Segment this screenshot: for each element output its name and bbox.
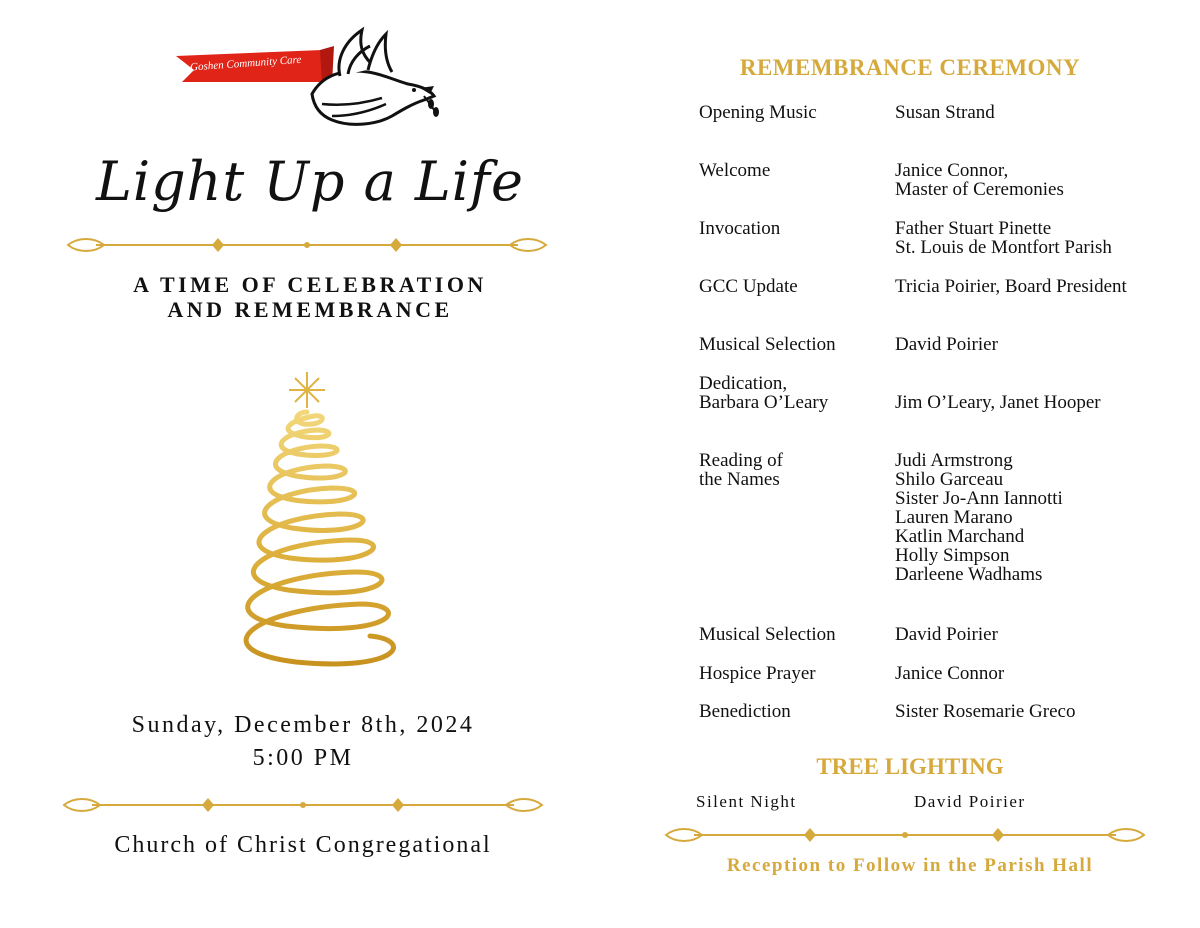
ornament-divider: [66, 235, 548, 255]
label-line: the Names: [699, 469, 780, 490]
program-item-label: [699, 374, 889, 412]
program-item-value: [895, 702, 1175, 721]
program-item-value: [895, 393, 1175, 412]
value-line: Jim O’Leary, Janet Hooper: [895, 392, 1101, 413]
value-line: Holly Simpson: [895, 545, 1010, 566]
label-line: Welcome: [699, 160, 771, 181]
program-item-value: [895, 625, 1175, 644]
ornament-divider: [664, 825, 1146, 845]
ceremony-title: REMEMBRANCE CEREMONY: [739, 55, 1081, 80]
value-line: Lauren Marano: [895, 507, 1013, 528]
program-item-label: [699, 702, 889, 721]
program-item-value: [895, 161, 1175, 199]
program-item-label: [699, 625, 889, 644]
value-line: Susan Strand: [895, 102, 995, 123]
value-line: Master of Ceremonies: [895, 179, 1064, 200]
value-line: Father Stuart Pinette: [895, 218, 1052, 239]
value-line: Shilo Garceau: [895, 469, 1004, 490]
tree-lighting-title: TREE LIGHTING: [816, 754, 1004, 779]
value-line: Janice Connor,: [895, 160, 1009, 181]
program-item-label: [699, 335, 889, 354]
tree-lighting-performer: David Poirier: [914, 792, 1026, 811]
subtitle-line2: AND REMEMBRANCE: [167, 297, 453, 322]
value-line: Tricia Poirier, Board President: [895, 276, 1127, 297]
label-line: GCC Update: [699, 276, 798, 297]
value-line: Sister Jo-Ann Iannotti: [895, 488, 1063, 509]
value-line: Sister Rosemarie Greco: [895, 701, 1076, 722]
label-line: Opening Music: [699, 102, 817, 123]
reception-note: Reception to Follow in the Parish Hall: [726, 855, 1094, 876]
value-line: St. Louis de Montfort Parish: [895, 237, 1112, 258]
program-item-value: [895, 103, 1175, 122]
tree-lighting-song: Silent Night: [696, 792, 797, 811]
program-item-label: [699, 219, 889, 238]
program-item-value: [895, 219, 1175, 257]
label-line: Musical Selection: [699, 334, 836, 355]
program-item-value: [895, 335, 1175, 354]
ornament-divider: [62, 795, 544, 815]
program-item-label: [699, 277, 889, 296]
event-venue: Church of Christ Congregational: [114, 832, 492, 858]
label-line: Hospice Prayer: [699, 663, 816, 684]
label-line: Reading of: [699, 450, 783, 471]
subtitle-line1: A TIME OF CELEBRATION: [133, 272, 487, 297]
program-item-value: [895, 664, 1175, 683]
label-line: Dedication,: [699, 373, 788, 394]
value-line: Katlin Marchand: [895, 526, 1025, 547]
value-line: Judi Armstrong: [895, 450, 1013, 471]
event-date: Sunday, December 8th, 2024: [131, 712, 475, 738]
program-item-value: [895, 277, 1175, 296]
value-line: Darleene Wadhams: [895, 564, 1043, 585]
program-item-label: [699, 103, 889, 122]
label-line: Barbara O’Leary: [699, 392, 829, 413]
logo-banner-text: Goshen Community Care: [189, 53, 302, 74]
value-line: Janice Connor: [895, 663, 1005, 684]
program-item-label: [699, 451, 889, 489]
value-line: David Poirier: [895, 624, 998, 645]
label-line: Invocation: [699, 218, 781, 239]
value-line: David Poirier: [895, 334, 998, 355]
program-item-label: [699, 664, 889, 683]
label-line: Benediction: [699, 701, 791, 722]
program-item-label: [699, 161, 889, 180]
page-title: Light Up a Life: [95, 150, 524, 213]
christmas-tree-illustration: [200, 368, 415, 683]
event-subtitle: [60, 272, 560, 322]
program-item-value: [895, 451, 1175, 584]
label-line: Musical Selection: [699, 624, 836, 645]
dove-logo: [172, 24, 442, 132]
event-time: 5:00 PM: [252, 745, 354, 771]
